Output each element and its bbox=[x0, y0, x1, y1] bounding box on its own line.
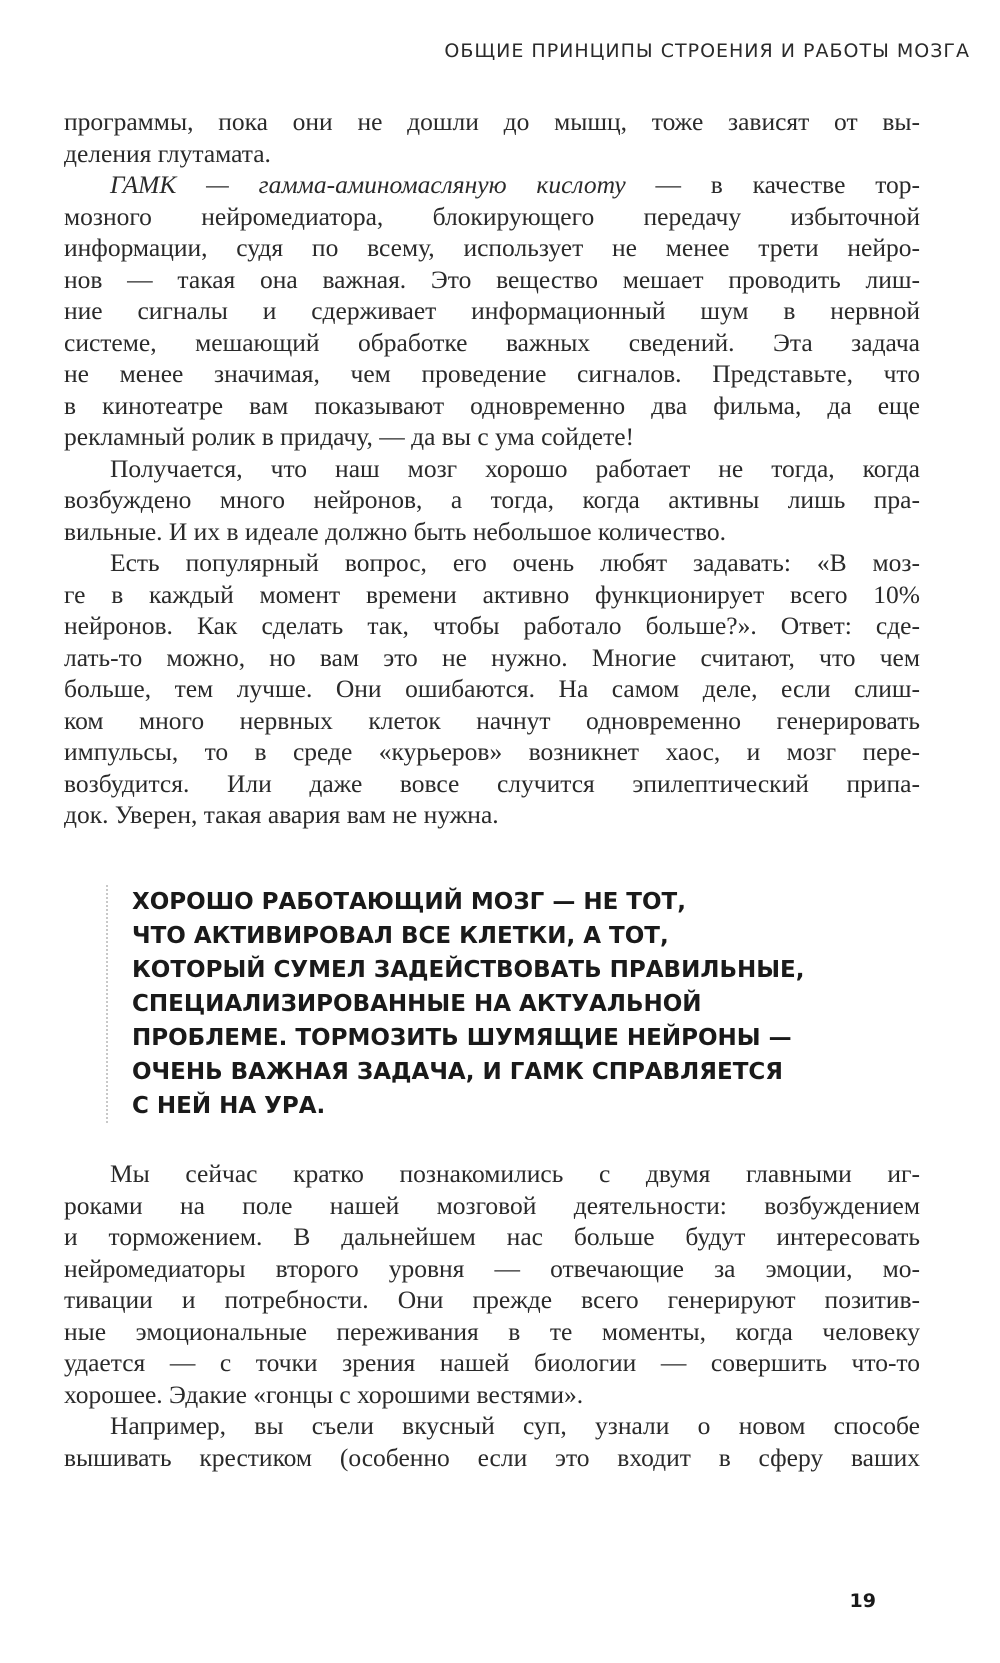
text-line: ком много нервных клеток начнут одновременно генерировать bbox=[64, 705, 920, 735]
text-line: в кинотеатре вам показывают одновременно два фильма, да еще bbox=[64, 390, 920, 420]
pull-quote bbox=[106, 885, 892, 1123]
body-text-top bbox=[64, 106, 920, 831]
text-line: док. Уверен, такая авария вам не нужна. bbox=[64, 800, 499, 829]
text-line: рекламный ролик в придачу, — да вы с ума сойдете! bbox=[64, 422, 635, 451]
text-line: нейромедиаторы второго уровня — отвечающие за эмоции, мо- bbox=[64, 1253, 920, 1283]
text-line: не менее значимая, чем проведение сигналов. Представьте, что bbox=[64, 359, 920, 388]
text-line: Мы сейчас кратко познакомились с двумя главными иг- bbox=[110, 1159, 920, 1188]
pull-quote-line: СПЕЦИАЛИЗИРОВАННЫЕ НА АКТУАЛЬНОЙ bbox=[132, 991, 702, 1017]
italic-term: ГАМК — гамма-аминомасляную кислоту bbox=[110, 170, 626, 199]
text-fragment: — в качестве тор- bbox=[625, 170, 920, 199]
text-line: программы, пока они не дошли до мышц, тоже зависят от вы- bbox=[64, 107, 920, 136]
text-line: нейронов. Как сделать так, чтобы работало больше?». Ответ: сде- bbox=[64, 611, 920, 640]
pull-quote-line: С НЕЙ НА УРА. bbox=[132, 1093, 326, 1119]
pull-quote-line: ПРОБЛЕМЕ. ТОРМОЗИТЬ ШУМЯЩИЕ НЕЙРОНЫ — bbox=[132, 1025, 792, 1051]
text-line: больше, тем лучше. Они ошибаются. На самом деле, если слиш- bbox=[64, 674, 920, 703]
running-header: ОБЩИЕ ПРИНЦИПЫ СТРОЕНИЯ И РАБОТЫ МОЗГА bbox=[444, 40, 970, 62]
text-line: хорошее. Эдакие «гонцы с хорошими вестями». bbox=[64, 1379, 584, 1409]
text-line: ние сигналы и сдерживает информационный шум в нервной bbox=[64, 296, 920, 325]
text-line bbox=[64, 169, 920, 201]
page-number: 19 bbox=[849, 1590, 876, 1612]
text-line: импульсы, то в среде «курьеров» возникнет хаос, и мозг пере- bbox=[64, 737, 920, 766]
text-line: возбуждено много нейронов, а тогда, когда активны лишь пра- bbox=[64, 485, 920, 514]
text-line: возбудится. Или даже вовсе случится эпилептический припа- bbox=[64, 768, 920, 798]
text-line: лать-то можно, но вам это не нужно. Многие считают, что чем bbox=[64, 642, 920, 672]
text-line: деления глутамата. bbox=[64, 138, 271, 168]
text-line: ге в каждый момент времени активно функционирует всего 10% bbox=[64, 579, 920, 609]
pull-quote-line: ОЧЕНЬ ВАЖНАЯ ЗАДАЧА, И ГАМК СПРАВЛЯЕТСЯ bbox=[132, 1059, 783, 1085]
body-text-bottom bbox=[64, 1158, 920, 1473]
text-line: мозного нейромедиатора, блокирующего передачу избыточной bbox=[64, 201, 920, 231]
pull-quote-line: ХОРОШО РАБОТАЮЩИЙ МОЗГ — НЕ ТОТ, bbox=[132, 889, 686, 915]
text-line: системе, мешающий обработке важных сведений. Эта задача bbox=[64, 327, 920, 357]
text-line: вильные. И их в идеале должно быть небольшое количество. bbox=[64, 516, 727, 546]
text-line: ные эмоциональные переживания в те моменты, когда человеку bbox=[64, 1316, 920, 1346]
text-line: Получается, что наш мозг хорошо работает не тогда, когда bbox=[110, 453, 920, 483]
text-line: вышивать крестиком (особенно если это входит в сферу ваших bbox=[64, 1442, 920, 1472]
text-line: Например, вы съели вкусный суп, узнали о новом способе bbox=[110, 1411, 920, 1440]
text-line: роками на поле нашей мозговой деятельности: возбуждением bbox=[64, 1190, 920, 1220]
text-line: и торможением. В дальнейшем нас больше будут интересовать bbox=[64, 1222, 920, 1251]
text-line: тивации и потребности. Они прежде всего генерируют позитив- bbox=[64, 1285, 920, 1314]
pull-quote-line: КОТОРЫЙ СУМЕЛ ЗАДЕЙСТВОВАТЬ ПРАВИЛЬНЫЕ, bbox=[132, 957, 805, 983]
text-line: информации, судя по всему, использует не менее трети нейро- bbox=[64, 233, 920, 262]
text-line: удается — с точки зрения нашей биологии — совершить что-то bbox=[64, 1348, 920, 1377]
text-line: нов — такая она важная. Это вещество мешает проводить лиш- bbox=[64, 264, 920, 294]
text-line: Есть популярный вопрос, его очень любят задавать: «В моз- bbox=[110, 548, 920, 577]
pull-quote-line: ЧТО АКТИВИРОВАЛ ВСЕ КЛЕТКИ, А ТОТ, bbox=[132, 923, 669, 949]
